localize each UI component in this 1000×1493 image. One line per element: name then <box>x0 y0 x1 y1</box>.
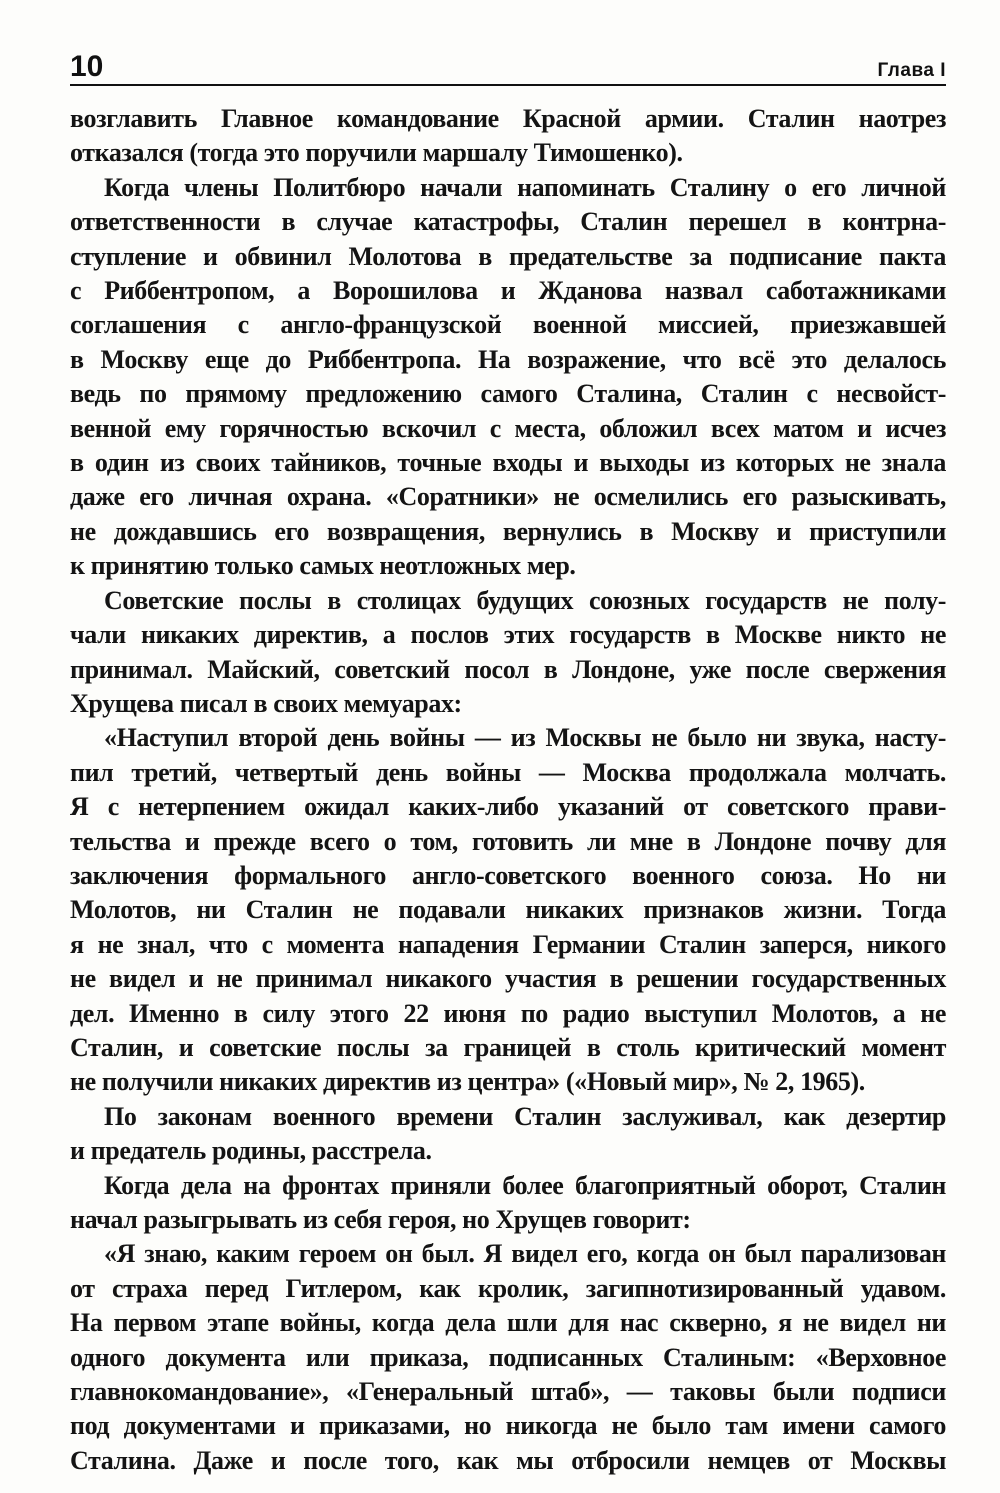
text-line: Я с нетерпением ожидал каких-либо указаний от советского прави- <box>70 792 946 822</box>
text-line: венной ему горячностью вскочил с места, обложил всех матом и исчез <box>70 413 946 443</box>
text-line: тельства и прежде всего о том, готовить ли мне в Лондоне почву для <box>70 826 946 856</box>
text-line: одного документа или приказа, подписанных Сталиным: «Верховное <box>70 1342 946 1372</box>
paragraph <box>70 102 946 171</box>
text-line: отказался (тогда это поручили маршалу Тимошенко). <box>70 138 683 168</box>
paragraph <box>70 1169 946 1238</box>
page-header <box>70 42 946 86</box>
paragraph <box>70 1237 946 1478</box>
text-line: не видел и не принимал никакого участия в решении государственных <box>70 964 946 994</box>
text-line: в один из своих тайников, точные входы и выходы из которых не знала <box>70 448 946 478</box>
text-line: главнокомандование», «Генеральный штаб», — таковы были подписи <box>70 1377 946 1407</box>
text-line: Сталина. Даже и после того, как мы отбросили немцев от Москвы <box>70 1445 946 1475</box>
text-line: соглашения с англо-французской военной миссией, приезжавшей <box>70 310 946 340</box>
text-line: Когда дела на фронтах приняли более благоприятный оборот, Сталин <box>104 1170 946 1200</box>
text-line: возглавить Главное командование Красной армии. Сталин наотрез <box>70 104 946 133</box>
text-line: ведь по прямому предложению самого Сталина, Сталин с несвойст- <box>70 379 946 409</box>
text-line: и предатель родины, расстрела. <box>70 1136 432 1166</box>
text-line: даже его личная охрана. «Соратники» не осмелились его разыскивать, <box>70 482 946 512</box>
text-line: принимал. Майский, советский посол в Лондоне, уже после свержения <box>70 654 946 684</box>
text-line: Когда члены Политбюро начали напоминать Сталину о его личной <box>104 172 946 202</box>
text-line: под документами и приказами, но никогда не было там имени самого <box>70 1411 946 1441</box>
text-line: дел. Именно в силу этого 22 июня по радио выступил Молотов, а не <box>70 998 946 1028</box>
text-line: заключения формального англо-советского военного союза. Но ни <box>70 860 946 890</box>
text-line: На первом этапе войны, когда дела шли для нас скверно, я не видел ни <box>70 1308 946 1338</box>
text-line: Хрущева писал в своих мемуарах: <box>70 688 462 718</box>
text-line: пил третий, четвертый день войны — Москва продолжала молчать. <box>70 757 946 787</box>
text-line: я не знал, что с момента нападения Германии Сталин заперся, никого <box>70 929 946 959</box>
text-line: от страха перед Гитлером, как кролик, загипнотизированный удавом. <box>70 1273 946 1303</box>
paragraph <box>70 584 946 722</box>
paragraph <box>70 171 946 584</box>
text-line: Сталин, и советские послы за границей в столь критический момент <box>70 1032 946 1062</box>
paragraph <box>70 1100 946 1169</box>
text-line: «Наступил второй день войны — из Москвы не было ни звука, насту- <box>104 723 946 753</box>
text-line: ступление и обвинил Молотова в предательстве за подписание пакта <box>70 241 946 271</box>
page-number: 10 <box>70 50 104 83</box>
text-line: к принятию только самых неотложных мер. <box>70 551 576 581</box>
text-line: чали никаких директив, а послов этих государств в Москве никто не <box>70 620 946 650</box>
text-line: с Риббентропом, а Ворошилова и Жданова назвал саботажниками <box>70 276 946 306</box>
text-line: По законам военного времени Сталин заслуживал, как дезертир <box>104 1101 946 1131</box>
text-line: Советские послы в столицах будущих союзных государств не полу- <box>104 585 946 615</box>
body-text <box>70 102 946 1478</box>
text-line: «Я знаю, каким героем он был. Я видел его, когда он был парализован <box>104 1239 946 1269</box>
text-line: Молотов, ни Сталин не подавали никаких признаков жизни. Тогда <box>70 895 946 925</box>
text-line: начал разыгрывать из себя героя, но Хрущев говорит: <box>70 1205 691 1234</box>
text-line: в Москву еще до Риббентропа. На возражение, что всё это делалось <box>70 344 946 374</box>
paragraph <box>70 721 946 1099</box>
running-head: Глава I <box>877 60 946 81</box>
text-line: не получили никаких директив из центра» («Новый мир», № 2, 1965). <box>70 1067 865 1097</box>
text-line: ответственности в случае катастрофы, Сталин перешел в контрна- <box>70 207 946 237</box>
text-line: не дождавшись его возвращения, вернулись в Москву и приступили <box>70 516 946 546</box>
